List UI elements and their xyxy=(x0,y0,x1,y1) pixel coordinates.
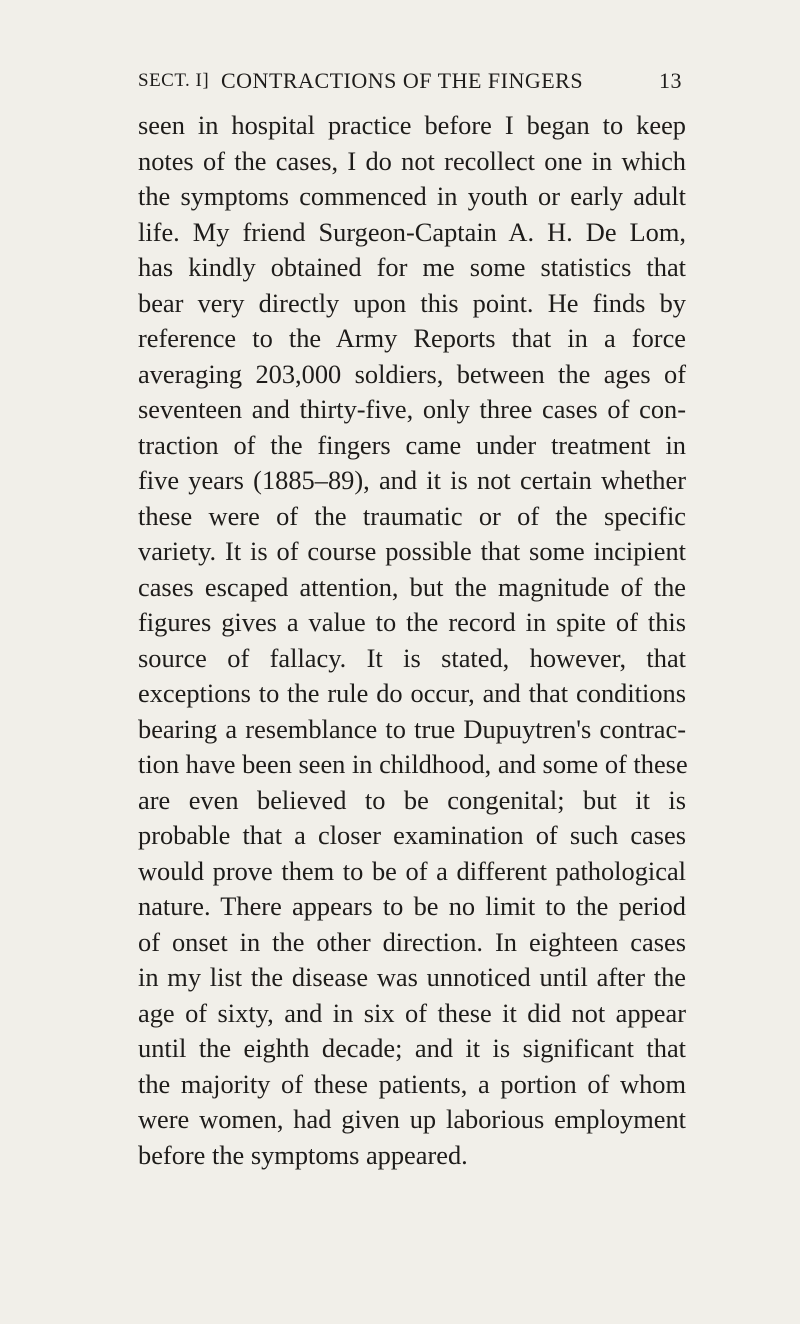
text-line: figures gives a value to the record in spite of this xyxy=(138,607,686,637)
text-line: these were of the traumatic or of the specific xyxy=(138,500,686,531)
text-line: before the symptoms appeared. xyxy=(138,1139,468,1170)
text-line: until the eighth decade; and it is significant that xyxy=(138,1033,686,1063)
text-line: are even believed to be congenital; but it is xyxy=(138,784,686,815)
text-line: reference to the Army Reports that in a force xyxy=(138,323,686,353)
text-line: of onset in the other direction. In eighteen cases xyxy=(138,926,686,957)
section-marker: SECT. I] xyxy=(138,70,210,91)
text-line: exceptions to the rule do occur, and that conditions xyxy=(138,678,686,708)
text-line: has kindly obtained for me some statistics that xyxy=(138,252,686,282)
text-line: traction of the fingers came under treatment in xyxy=(138,429,686,460)
text-line: bearing a resemblance to true Dupuytren's contrac- xyxy=(138,713,686,744)
text-line: five years (1885–89), and it is not certain whether xyxy=(138,465,686,495)
text-line: probable that a closer examination of such cases xyxy=(138,820,686,850)
text-line: cases escaped attention, but the magnitude of the xyxy=(138,571,686,602)
running-head xyxy=(138,66,682,96)
text-line: notes of the cases, I do not recollect one in which xyxy=(138,145,686,176)
page-number: 13 xyxy=(659,68,682,93)
text-line: age of sixty, and in six of these it did not appear xyxy=(138,997,686,1028)
body-text xyxy=(138,108,686,1173)
text-line: tion have been seen in childhood, and some of these xyxy=(138,749,688,779)
text-line: the majority of these patients, a portion of whom xyxy=(138,1068,686,1099)
text-line: bear very directly upon this point. He finds by xyxy=(138,287,686,318)
text-line: variety. It is of course possible that some incipient xyxy=(138,536,686,566)
text-line: nature. There appears to be no limit to the period xyxy=(138,891,686,921)
text-line: would prove them to be of a different pathological xyxy=(138,855,686,886)
text-line: the symptoms commenced in youth or early adult xyxy=(138,181,686,211)
text-line: life. My friend Surgeon-Captain A. H. De Lom, xyxy=(138,216,686,247)
text-line: seventeen and thirty-five, only three cases of con- xyxy=(138,394,686,424)
text-line: source of fallacy. It is stated, however, that xyxy=(138,642,686,673)
text-line: averaging 203,000 soldiers, between the ages of xyxy=(138,358,686,389)
text-line: seen in hospital practice before I began to keep xyxy=(138,110,686,140)
text-line: in my list the disease was unnoticed until after the xyxy=(138,962,686,992)
chapter-title: CONTRACTIONS OF THE FINGERS xyxy=(221,68,584,93)
text-line: were women, had given up laborious employment xyxy=(138,1104,686,1134)
